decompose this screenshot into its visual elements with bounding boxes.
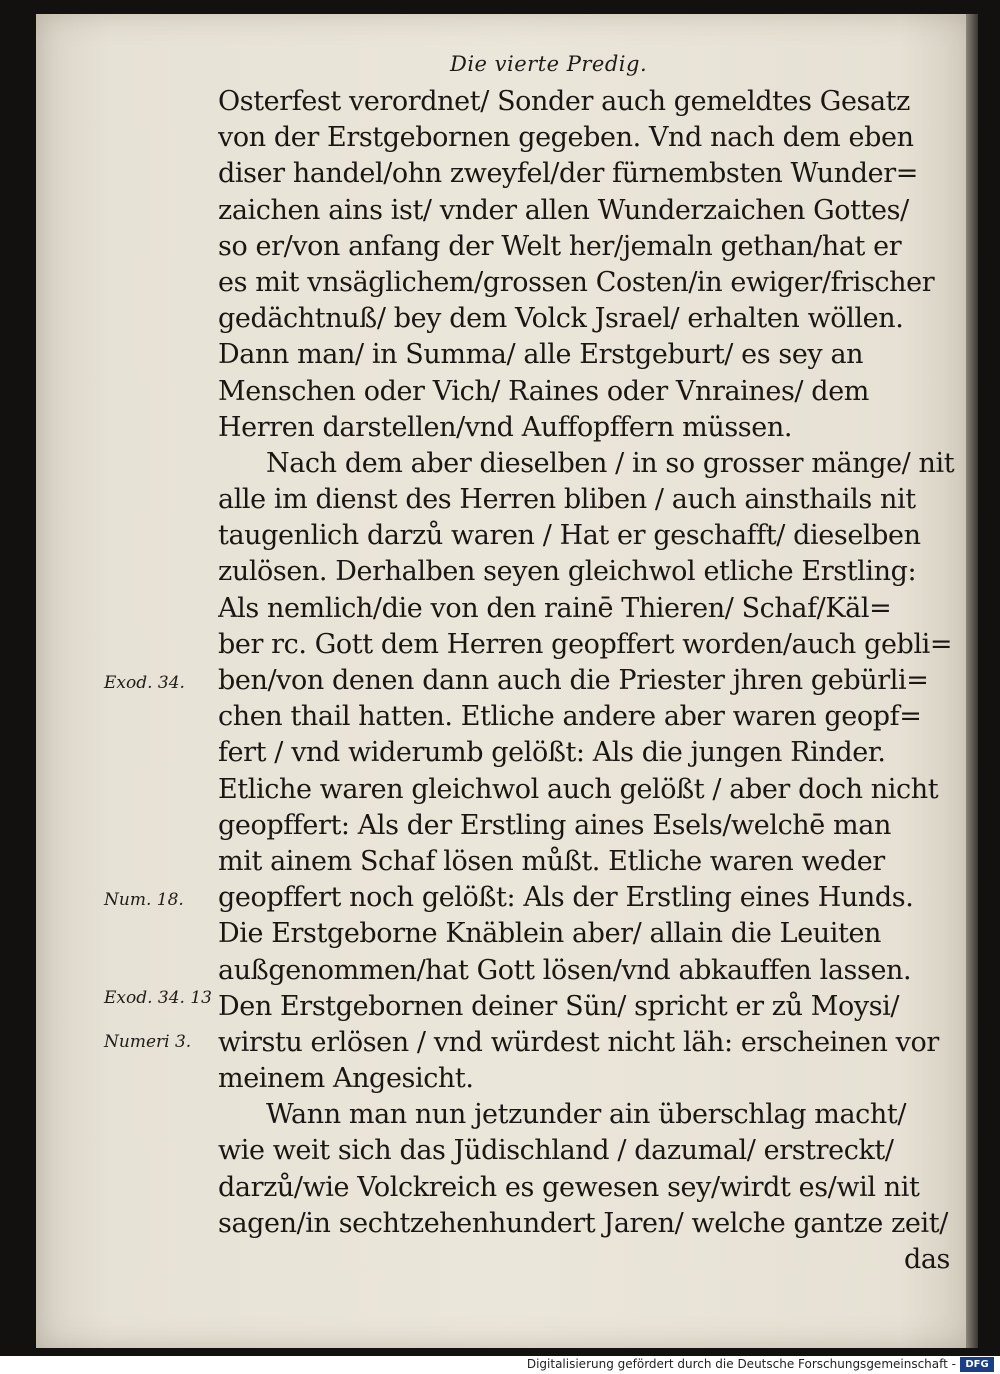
text-line: alle im dienst des Herren bliben / auch ainsthails nit [218, 484, 916, 516]
text-line: sagen/in sechtzehenhundert Jaren/ welche gantze zeit/ [218, 1207, 948, 1239]
text-line: gedächtnuß/ bey dem Volck Jsrael/ erhalten wöllen. [218, 303, 904, 335]
body-text [218, 84, 958, 1278]
margin-note: Exod. 34. 13 [104, 988, 212, 1008]
dfg-logo: DFG [960, 1357, 994, 1372]
text-line: ber rc. Gott dem Herren geopffert worden/auch gebli= [218, 628, 953, 660]
text-line: Herren darstellen/vnd Auffopffern müssen. [218, 411, 793, 443]
margin-note: Num. 18. [104, 890, 184, 910]
text-line: Als nemlich/die von den rainē Thieren/ Schaf/Käl= [218, 592, 892, 624]
text-line: meinem Angesicht. [218, 1063, 474, 1095]
text-line: es mit vnsäglichem/grossen Costen/in ewiger/frischer [218, 266, 935, 298]
text-line: Osterfest verordnet/ Sonder auch gemeldtes Gesatz [218, 86, 910, 117]
text-line: geopffert: Als der Erstling aines Esels/welchē man [218, 809, 891, 841]
text-line: Den Erstgebornen deiner Sün/ spricht er zů Moysi/ [218, 990, 900, 1022]
text-line: außgenommen/hat Gott lösen/vnd abkauffen lassen. [218, 954, 912, 986]
text-line: zulösen. Derhalben seyen gleichwol etliche Erstling: [218, 556, 917, 588]
text-line: Menschen oder Vich/ Raines oder Vnraines/ dem [218, 375, 869, 407]
text-line: chen thail hatten. Etliche andere aber waren geopf= [218, 701, 922, 733]
text-line: darzů/wie Volckreich es gewesen sey/wirdt es/wil nit [218, 1171, 920, 1203]
catchword: das [903, 1244, 950, 1275]
page-edge [966, 14, 978, 1348]
text-line: Dann man/ in Summa/ alle Erstgeburt/ es sey an [218, 339, 864, 371]
text-line: wirstu erlösen / vnd würdest nicht läh: erscheinen vor [218, 1026, 939, 1058]
margin-note: Exod. 34. [104, 673, 185, 693]
text-line: mit ainem Schaf lösen můßt. Etliche waren weder [218, 845, 885, 877]
text-line: so er/von anfang der Welt her/jemaln gethan/hat er [218, 230, 902, 262]
funding-credit: Digitalisierung gefördert durch die Deutsche Forschungsgemeinschaft - [526, 1357, 956, 1371]
text-line: Nach dem aber dieselben / in so grosser mänge/ nit [266, 447, 955, 479]
margin-note: Numeri 3. [104, 1032, 192, 1052]
text-line: fert / vnd widerumb gelößt: Als die jungen Rinder. [218, 737, 886, 769]
text-line: Wann man nun jetzunder ain überschlag macht/ [266, 1099, 907, 1131]
text-line: zaichen ains ist/ vnder allen Wunderzaichen Gottes/ [218, 194, 909, 226]
footer-bar [0, 1356, 1000, 1374]
text-line: diser handel/ohn zweyfel/der fürnembsten Wunder= [218, 158, 918, 190]
text-line: Die Erstgeborne Knäblein aber/ allain die Leuiten [218, 918, 882, 950]
text-line: ben/von denen dann auch die Priester jhren gebürli= [218, 665, 929, 696]
text-line: wie weit sich das Jüdischland / dazumal/ erstreckt/ [218, 1135, 894, 1167]
text-line: taugenlich darzů waren / Hat er geschafft/ dieselben [218, 520, 921, 552]
running-head: Die vierte Predig. [450, 52, 648, 76]
text-line: von der Erstgebornen gegeben. Vnd nach dem eben [218, 122, 914, 154]
text-line: geopffert noch gelößt: Als der Erstling eines Hunds. [218, 882, 914, 914]
text-line: Etliche waren gleichwol auch gelößt / aber doch nicht [218, 773, 939, 805]
